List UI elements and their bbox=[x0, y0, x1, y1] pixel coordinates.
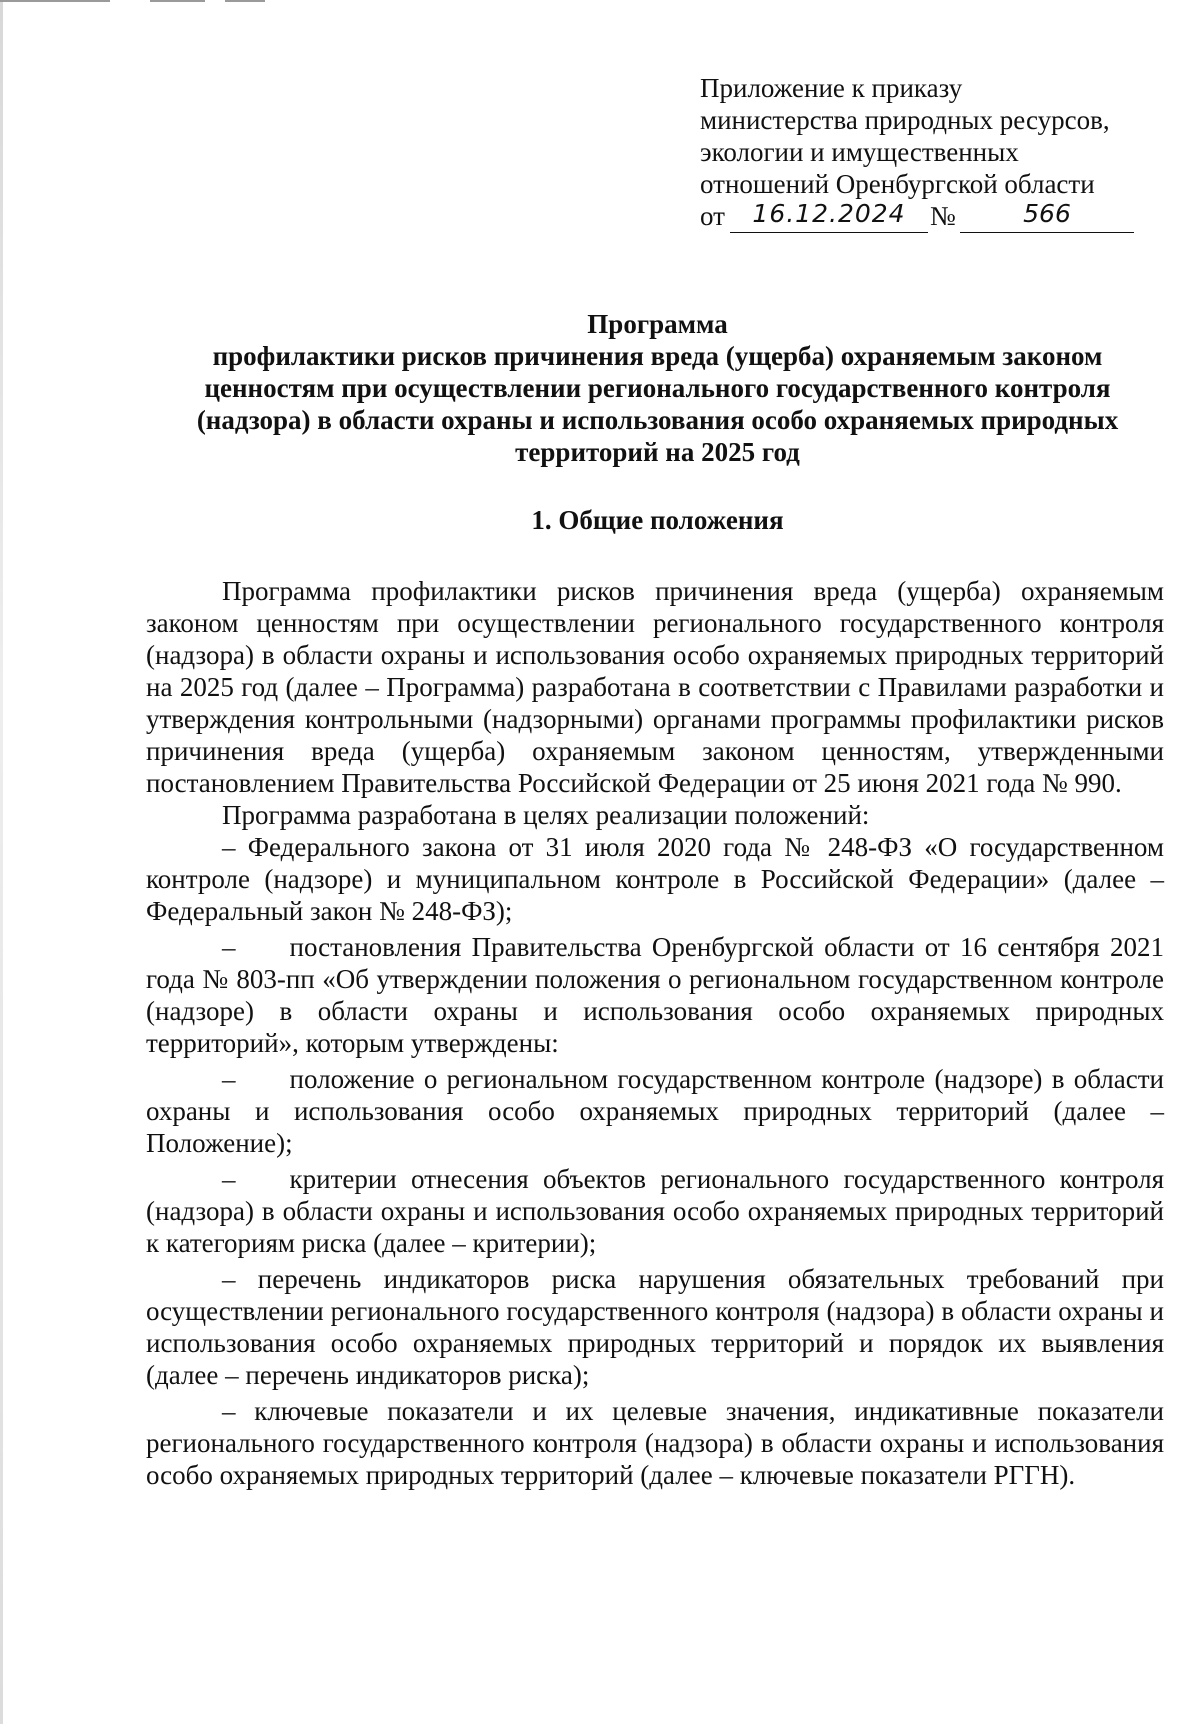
list-item: – критерии отнесения объектов регионального государственного контроля (надзора) в области охраны и использования особо охраняемых природных территорий к категориям риска (далее – критерии); bbox=[146, 1164, 1164, 1258]
approval-line: министерства природных ресурсов, bbox=[700, 105, 1110, 135]
order-date-number-line bbox=[700, 200, 1140, 232]
list-item: – постановления Правительства Оренбургской области от 16 сентября 2021 года № 803-пп «Об утверждении положения о региональном государственном контроле (надзоре) в области охраны и использования особо охраняемых природных территорий», которым утверждены: bbox=[146, 932, 1164, 1058]
title-line: (надзора) в области охраны и использования особо охраняемых природных bbox=[196, 405, 1119, 435]
title-line: территорий на 2025 год bbox=[515, 437, 800, 467]
title-line: Программа bbox=[587, 309, 728, 339]
document-title bbox=[140, 308, 1175, 468]
list-item: – перечень индикаторов риска нарушения обязательных требований при осуществлении регионального государственного контроля (надзора) в области охраны и использования особо охраняемых природных территорий и порядок их выявления (далее – перечень индикаторов риска); bbox=[146, 1264, 1164, 1390]
approval-stamp-block bbox=[700, 72, 1140, 232]
list-item: – ключевые показатели и их целевые значения, индикативные показатели регионального государственного контроля (надзора) в области охраны и использования особо охраняемых природных территорий (далее – ключевые показатели РГГН). bbox=[146, 1396, 1164, 1490]
paragraph: Программа профилактики рисков причинения вреда (ущерба) охраняемым законом ценностям при осуществлении регионального государственного контроля (надзора) в области охраны и использования особо охраняемых природных территорий на 2025 год (далее – Программа) разработана в соответствии с Правилами разработки и утверждения контрольными (надзорными) органами программы профилактики рисков причинения вреда (ущерба) охраняемым законом ценностям, утвержденными постановлением Правительства Российской Федерации от 25 июня 2021 года № 990. bbox=[146, 576, 1164, 798]
title-line: профилактики рисков причинения вреда (ущерба) охраняемым законом bbox=[212, 341, 1103, 371]
document-body bbox=[146, 575, 1164, 1491]
scan-edge bbox=[0, 0, 3, 1724]
number-prefix: № bbox=[930, 201, 956, 231]
list-item: – Федерального закона от 31 июля 2020 года № 248-ФЗ «О государственном контроле (надзоре) и муниципальном контроле в Российской Федерации» (далее – Федеральный закон № 248-ФЗ); bbox=[146, 832, 1164, 926]
approval-line: отношений Оренбургской области bbox=[700, 169, 1095, 199]
order-date-handwritten: 16.12.2024 bbox=[730, 200, 928, 233]
paragraph: Программа разработана в целях реализации положений: bbox=[222, 800, 870, 830]
scan-top-marks bbox=[0, 0, 420, 6]
order-number-handwritten: 566 bbox=[960, 200, 1134, 233]
list-item: – положение о региональном государственном контроле (надзоре) в области охраны и использования особо охраняемых природных территорий (далее – Положение); bbox=[146, 1064, 1164, 1158]
approval-line: экологии и имущественных bbox=[700, 137, 1019, 167]
section-heading: 1. Общие положения bbox=[531, 505, 784, 535]
approval-line: Приложение к приказу bbox=[700, 73, 963, 103]
date-prefix: от bbox=[700, 201, 725, 231]
title-line: ценностям при осуществлении регионального государственного контроля bbox=[204, 373, 1111, 403]
